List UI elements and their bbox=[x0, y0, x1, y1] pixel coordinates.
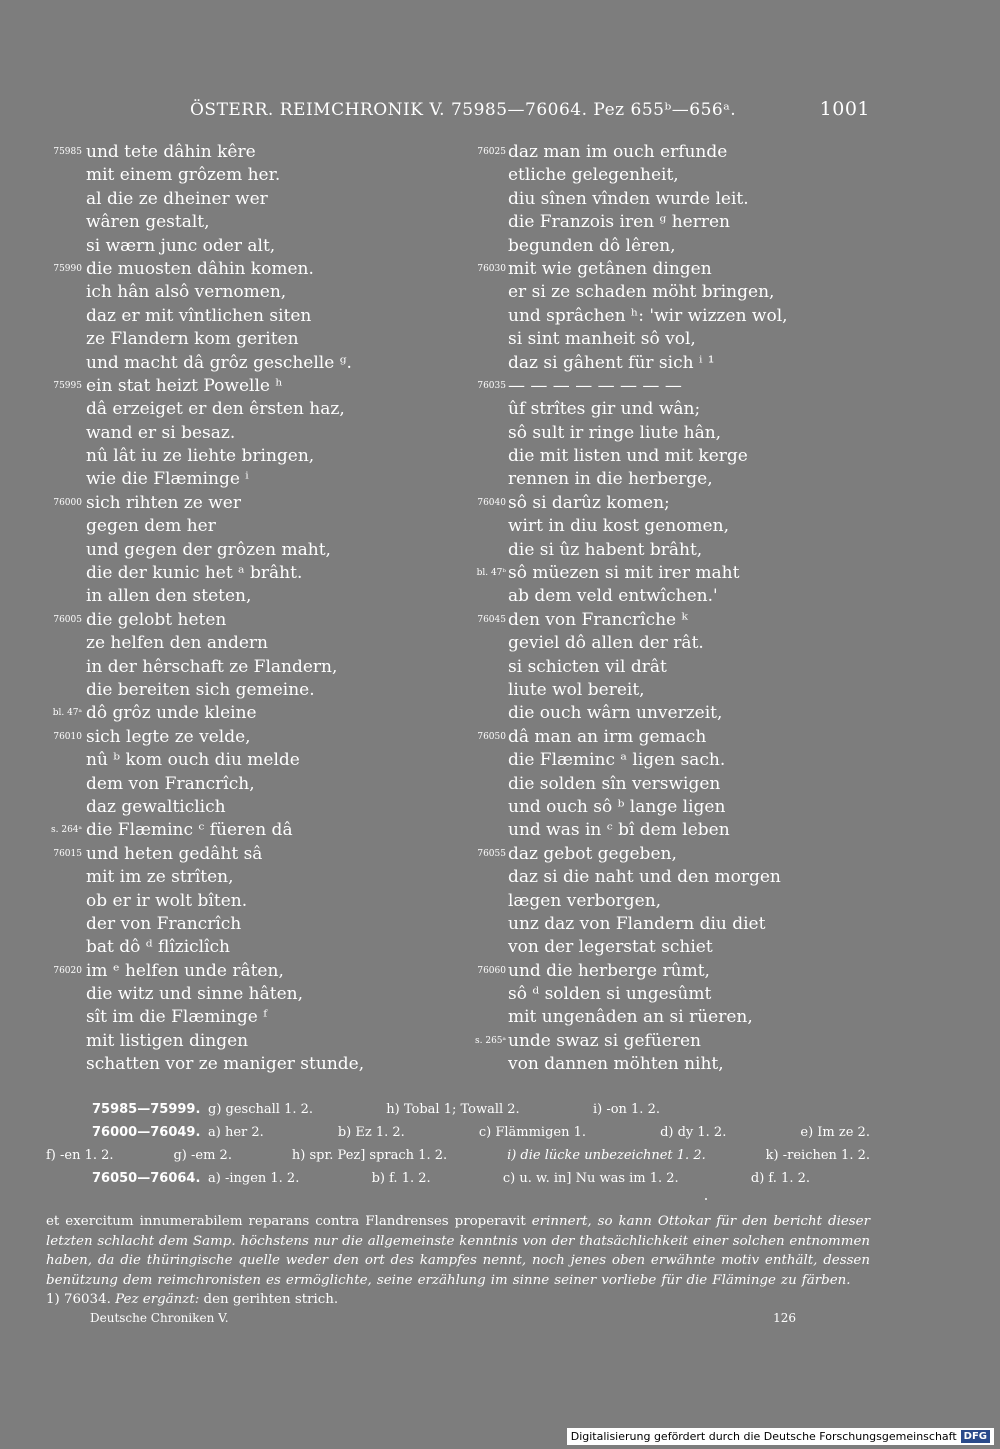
verse-line bbox=[466, 819, 886, 842]
apparatus-note: b) f. 1. 2. bbox=[371, 1171, 431, 1186]
verse-line bbox=[0, 211, 420, 234]
verse-line bbox=[466, 258, 886, 281]
apparatus-range: 75985—75999. bbox=[92, 1102, 201, 1117]
line-number: 76020 bbox=[53, 965, 82, 976]
verse-text: ze Flandern kom geriten bbox=[86, 329, 299, 350]
apparatus-note: b) Ez 1. 2. bbox=[337, 1125, 405, 1140]
apparatus-note: i) die lücke unbezeichnet 1. 2. bbox=[507, 1148, 706, 1163]
apparatus-note: h) spr. Pez] sprach 1. 2. bbox=[291, 1148, 448, 1163]
verse-text: den von Francrîche ᵏ bbox=[508, 609, 688, 630]
verse-text: liute wol bereit, bbox=[508, 679, 645, 700]
apparatus-note: a) -ingen 1. 2. bbox=[208, 1171, 300, 1186]
verse-text: dâ erzeiget er den êrsten haz, bbox=[86, 399, 345, 420]
verse-text: ze helfen den andern bbox=[86, 633, 268, 654]
line-number: 76015 bbox=[53, 848, 82, 859]
verse-text: sît im die Flæminge ᶠ bbox=[86, 1007, 267, 1028]
verse-text: ich hân alsô vernomen, bbox=[86, 282, 287, 303]
verse-text: in allen den steten, bbox=[86, 586, 252, 607]
verse-line bbox=[0, 492, 420, 515]
verse-line bbox=[466, 281, 886, 304]
verse-line bbox=[466, 211, 886, 234]
verse-line bbox=[466, 890, 886, 913]
verse-text: im ᵉ helfen unde râten, bbox=[86, 960, 284, 981]
verse-line bbox=[466, 562, 886, 585]
verse-line bbox=[466, 515, 886, 538]
apparatus-note: c) Flämmigen 1. bbox=[478, 1125, 586, 1140]
line-number: 76040 bbox=[477, 497, 506, 508]
verse-text: die gelobt heten bbox=[86, 609, 227, 630]
verse-line bbox=[466, 960, 886, 983]
verse-line bbox=[466, 141, 886, 164]
verse-line bbox=[0, 258, 420, 281]
verse-text: die si ûz habent brâht, bbox=[508, 539, 703, 560]
verse-text: die witz und sinne hâten, bbox=[86, 984, 303, 1005]
verse-line bbox=[466, 328, 886, 351]
running-header bbox=[190, 100, 870, 126]
verse-line bbox=[0, 1006, 420, 1029]
verse-line bbox=[466, 1053, 886, 1076]
line-number: s. 265ᵃ bbox=[475, 1035, 506, 1046]
verse-text: sich rihten ze wer bbox=[86, 492, 241, 513]
latin-quote: et exercitum innumerabilem reparans contra Flandrenses properavit bbox=[46, 1214, 526, 1229]
verse-line bbox=[0, 702, 420, 725]
apparatus-note: h) Tobal 1; Towall 2. bbox=[386, 1102, 520, 1117]
line-number: s. 264ᵃ bbox=[51, 825, 82, 836]
apparatus-note: k) -reichen 1. 2. bbox=[765, 1148, 870, 1163]
header-title: ÖSTERR. REIMCHRONIK V. 75985—76064. Pez 655ᵇ—656ᵃ. bbox=[190, 100, 737, 120]
verse-line bbox=[0, 726, 420, 749]
verse-line bbox=[466, 866, 886, 889]
verse-line bbox=[0, 468, 420, 491]
verse-text: die muosten dâhin komen. bbox=[86, 258, 314, 279]
verse-text: gegen dem her bbox=[86, 516, 216, 537]
verse-text: mit einem grôzem her. bbox=[86, 165, 281, 186]
verse-line bbox=[0, 515, 420, 538]
verse-text: begunden dô lêren, bbox=[508, 235, 676, 256]
apparatus-row bbox=[46, 1167, 870, 1190]
verse-text: die ouch wârn unverzeit, bbox=[508, 703, 723, 724]
verse-text: wâren gestalt, bbox=[86, 212, 210, 233]
verse-line bbox=[466, 936, 886, 959]
verse-text: der von Francrîch bbox=[86, 913, 242, 934]
line-number: 76060 bbox=[477, 965, 506, 976]
verse-text: die Flæminc ᶜ füeren dâ bbox=[86, 820, 293, 841]
verse-line bbox=[0, 235, 420, 258]
verse-text: daz gebot gegeben, bbox=[508, 843, 677, 864]
funding-text: Digitalisierung gefördert durch die Deutsche Forschungsgemeinschaft bbox=[570, 1430, 957, 1443]
verse-text: schatten vor ze maniger stunde, bbox=[86, 1054, 365, 1075]
verse-line bbox=[466, 188, 886, 211]
verse-text: sô ᵈ solden si ungesûmt bbox=[508, 984, 712, 1005]
verse-line bbox=[0, 328, 420, 351]
verse-text: sich legte ze velde, bbox=[86, 726, 251, 747]
verse-line bbox=[0, 960, 420, 983]
verse-text: nû lât iu ze liehte bringen, bbox=[86, 446, 315, 467]
verse-text: wand er si besaz. bbox=[86, 422, 236, 443]
verse-text: von der legerstat schiet bbox=[508, 937, 713, 958]
apparatus-row bbox=[46, 1121, 870, 1144]
verse-line bbox=[466, 609, 886, 632]
verse-text: geviel dô allen der rât. bbox=[508, 633, 704, 654]
line-number: 75985 bbox=[53, 147, 82, 157]
left-verse-column bbox=[0, 141, 420, 1077]
verse-line bbox=[0, 656, 420, 679]
verse-line bbox=[466, 235, 886, 258]
verse-text: diu sînen vînden wurde leit. bbox=[508, 188, 749, 209]
verse-line bbox=[466, 422, 886, 445]
verse-line bbox=[0, 585, 420, 608]
verse-text: ûf strîtes gir und wân; bbox=[508, 399, 701, 420]
verse-text: daz man im ouch erfunde bbox=[508, 142, 728, 162]
verse-text: mit listigen dingen bbox=[86, 1030, 249, 1051]
verse-line bbox=[0, 398, 420, 421]
verse-line bbox=[0, 281, 420, 304]
verse-line bbox=[0, 936, 420, 959]
verse-text: und was in ᶜ bî dem leben bbox=[508, 820, 730, 841]
line-number: 76010 bbox=[53, 731, 82, 742]
verse-line bbox=[466, 773, 886, 796]
verse-text: wie die Flæminge ⁱ bbox=[86, 469, 249, 490]
line-number: 76000 bbox=[53, 497, 82, 508]
verse-text: mit im ze strîten, bbox=[86, 867, 234, 888]
verse-text: daz si gâhent für sich ⁱ ¹ bbox=[508, 352, 715, 373]
verse-text: und macht dâ grôz geschelle ᵍ. bbox=[86, 352, 352, 373]
verse-line bbox=[466, 585, 886, 608]
verse-text: wirt in diu kost genomen, bbox=[508, 516, 729, 537]
verse-line bbox=[0, 445, 420, 468]
verse-text: mit wie getânen dingen bbox=[508, 258, 712, 279]
verse-text: sô sult ir ringe liute hân, bbox=[508, 422, 722, 443]
apparatus-note: g) -em 2. bbox=[173, 1148, 232, 1163]
verse-line bbox=[0, 141, 420, 164]
line-number: 76035 bbox=[477, 380, 506, 391]
apparatus-note: g) geschall 1. 2. bbox=[208, 1102, 314, 1117]
dfg-logo: DFG bbox=[961, 1430, 990, 1443]
verse-text: die der kunic het ᵃ brâht. bbox=[86, 563, 303, 584]
verse-line bbox=[466, 375, 886, 398]
apparatus-note: d) f. 1. 2. bbox=[750, 1171, 810, 1186]
verse-text: si wærn junc oder alt, bbox=[86, 235, 276, 256]
line-number: 76055 bbox=[477, 848, 506, 859]
verse-text: und heten gedâht sâ bbox=[86, 843, 263, 864]
verse-line bbox=[0, 632, 420, 655]
commentary-paragraph bbox=[46, 1212, 870, 1310]
verse-text: und die herberge rûmt, bbox=[508, 960, 710, 981]
verse-text: ein stat heizt Powelle ʰ bbox=[86, 375, 283, 396]
verse-line bbox=[0, 679, 420, 702]
verse-line bbox=[0, 539, 420, 562]
verse-line bbox=[0, 749, 420, 772]
line-number: 76050 bbox=[477, 731, 506, 742]
verse-text: daz si die naht und den morgen bbox=[508, 867, 781, 888]
verse-line bbox=[466, 913, 886, 936]
verse-line bbox=[466, 796, 886, 819]
verse-line bbox=[0, 609, 420, 632]
verse-line bbox=[0, 164, 420, 187]
line-number: 75995 bbox=[53, 380, 82, 391]
divider-mark bbox=[705, 1198, 707, 1200]
verse-line bbox=[466, 983, 886, 1006]
verse-text: die bereiten sich gemeine. bbox=[86, 679, 315, 700]
verse-line bbox=[0, 352, 420, 375]
verse-line bbox=[466, 164, 886, 187]
verse-text: nû ᵇ kom ouch diu melde bbox=[86, 750, 300, 771]
apparatus-note: a) her 2. bbox=[208, 1125, 264, 1140]
verse-text: und gegen der grôzen maht, bbox=[86, 539, 331, 560]
apparatus-note: e) Im ze 2. bbox=[800, 1125, 870, 1140]
verse-line bbox=[466, 726, 886, 749]
verse-line bbox=[466, 352, 886, 375]
page-number: 1001 bbox=[819, 98, 870, 120]
verse-line bbox=[466, 702, 886, 725]
footnote-number: 1) 76034. bbox=[46, 1292, 111, 1307]
verse-line bbox=[466, 632, 886, 655]
apparatus-note: f) -en 1. 2. bbox=[46, 1148, 114, 1163]
verse-text: von dannen möhten niht, bbox=[508, 1054, 724, 1075]
verse-line bbox=[466, 492, 886, 515]
verse-text: die mit listen und mit kerge bbox=[508, 446, 748, 467]
commentary-text: erinnert, so kann Ottokar für den bericht dieser letzten schlacht dem Samp. höchstens nur die allgemeinste kenntnis von der thatsächlichkeit einer solchen entnommen haben, da die thüringische quelle weder den ort des kampfes nennt, noch jenes oben erwähnte motiv enthält, dessen benützung dem reimchronisten es ermöglichte, seine erzählung im sinne seiner vorliebe für die Fläminge zu färben. bbox=[46, 1214, 870, 1288]
line-number: bl. 47ᵃ bbox=[52, 708, 82, 719]
line-number: 75990 bbox=[53, 263, 82, 274]
verse-text: er si ze schaden möht bringen, bbox=[508, 282, 775, 303]
verse-text: sô si darûz komen; bbox=[508, 492, 670, 513]
footnote-label: Pez ergänzt: bbox=[115, 1292, 200, 1307]
verse-text: die Franzois iren ᵍ herren bbox=[508, 212, 730, 233]
verse-text: daz gewalticlich bbox=[86, 796, 226, 817]
apparatus-row bbox=[46, 1098, 870, 1121]
verse-text: dâ man an irm gemach bbox=[508, 726, 707, 747]
verse-line bbox=[0, 796, 420, 819]
line-number: 76005 bbox=[53, 614, 82, 625]
verse-line bbox=[0, 983, 420, 1006]
verse-line bbox=[466, 305, 886, 328]
verse-line bbox=[0, 843, 420, 866]
verse-text: unde swaz si gefüeren bbox=[508, 1030, 701, 1051]
verse-line bbox=[466, 656, 886, 679]
verse-line bbox=[0, 773, 420, 796]
apparatus-note: d) dy 1. 2. bbox=[660, 1125, 727, 1140]
critical-apparatus bbox=[46, 1098, 870, 1190]
right-verse-column bbox=[466, 141, 886, 1077]
verse-text: ob er ir wolt bîten. bbox=[86, 890, 248, 911]
verse-text: dô grôz unde kleine bbox=[86, 703, 257, 724]
apparatus-range: 76000—76049. bbox=[92, 1125, 201, 1140]
verse-text: si sint manheit sô vol, bbox=[508, 329, 696, 350]
verse-text: dem von Francrîch, bbox=[86, 773, 255, 794]
verse-text: sô müezen si mit irer maht bbox=[508, 563, 740, 584]
verse-line bbox=[0, 188, 420, 211]
verse-line bbox=[466, 468, 886, 491]
verse-line bbox=[0, 305, 420, 328]
verse-text: bat dô ᵈ flîziclîch bbox=[86, 937, 231, 958]
verse-line bbox=[466, 1030, 886, 1053]
verse-text: die Flæminc ᵃ ligen sach. bbox=[508, 750, 726, 771]
verse-line bbox=[0, 422, 420, 445]
line-number: 76025 bbox=[477, 147, 506, 157]
line-number: bl. 47ᵇ bbox=[476, 568, 506, 579]
verse-text: und tete dâhin kêre bbox=[86, 142, 256, 162]
verse-line bbox=[466, 539, 886, 562]
verse-line bbox=[0, 562, 420, 585]
verse-line bbox=[466, 679, 886, 702]
verse-text: unz daz von Flandern diu diet bbox=[508, 913, 766, 934]
verse-text: rennen in die herberge, bbox=[508, 469, 713, 490]
verse-text: al die ze dheiner wer bbox=[86, 188, 268, 209]
verse-text: lægen verborgen, bbox=[508, 890, 662, 911]
verse-text: und ouch sô ᵇ lange ligen bbox=[508, 796, 726, 817]
verse-line bbox=[0, 375, 420, 398]
signature-mark: Deutsche Chroniken V. bbox=[90, 1311, 229, 1325]
verse-line bbox=[0, 890, 420, 913]
footnote-text: den gerihten strich. bbox=[203, 1292, 339, 1307]
verse-text: mit ungenâden an si rüeren, bbox=[508, 1007, 753, 1028]
sheet-number: 126 bbox=[773, 1311, 796, 1325]
funding-banner bbox=[567, 1428, 994, 1445]
verse-line bbox=[0, 866, 420, 889]
verse-line bbox=[466, 749, 886, 772]
verse-line bbox=[466, 398, 886, 421]
verse-text: ab dem veld entwîchen.' bbox=[508, 586, 718, 607]
verse-text: — — — — — — — — bbox=[508, 375, 682, 396]
verse-line bbox=[466, 445, 886, 468]
line-number: 76045 bbox=[477, 614, 506, 625]
verse-line bbox=[0, 913, 420, 936]
verse-line bbox=[466, 843, 886, 866]
verse-line bbox=[466, 1006, 886, 1029]
apparatus-note: c) u. w. in] Nu was im 1. 2. bbox=[502, 1171, 679, 1186]
apparatus-row bbox=[46, 1144, 870, 1167]
line-number: 76030 bbox=[477, 263, 506, 274]
verse-text: und sprâchen ʰ: 'wir wizzen wol, bbox=[508, 305, 788, 326]
apparatus-range: 76050—76064. bbox=[92, 1171, 201, 1186]
verse-line bbox=[0, 1053, 420, 1076]
apparatus-note: i) -on 1. 2. bbox=[592, 1102, 660, 1117]
verse-text: die solden sîn verswigen bbox=[508, 773, 721, 794]
verse-line bbox=[0, 819, 420, 842]
verse-text: etliche gelegenheit, bbox=[508, 165, 679, 186]
verse-text: in der hêrschaft ze Flandern, bbox=[86, 656, 338, 677]
verse-text: si schicten vil drât bbox=[508, 656, 667, 677]
verse-text: daz er mit vîntlichen siten bbox=[86, 305, 312, 326]
verse-line bbox=[0, 1030, 420, 1053]
